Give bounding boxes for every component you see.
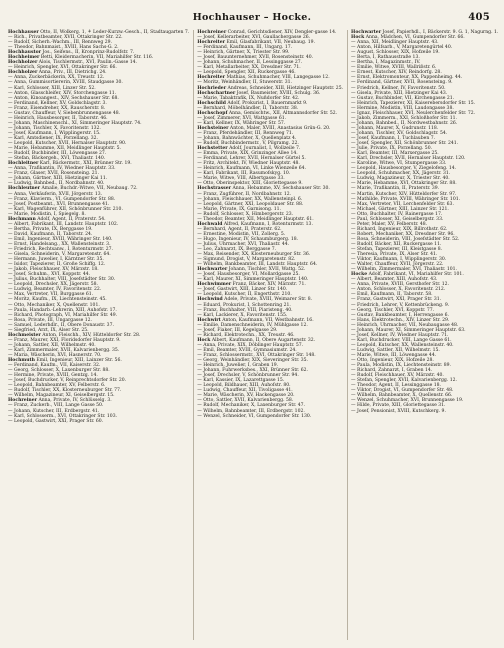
entry-details: — Johann, Tischler, XV, Goldschlagstr. 54. bbox=[351, 130, 448, 136]
entry-surname: Hochreiter bbox=[197, 75, 226, 81]
entry-details: Adolf, Fabrikant, VI, Mariahilfer Str. 101. bbox=[367, 272, 464, 278]
entry-details: — Josef, Hausbesorger, VI, Mollardgasse 25. bbox=[197, 272, 300, 278]
entry-details: Jos., Seifens., II, Kronprinz-Rudolfstr. 7. bbox=[41, 50, 135, 56]
entry-details: — Stefan, Tapezierer, III, Kleistgasse 8. bbox=[351, 247, 443, 253]
entry-details: Anna, Gemischtw., XII, Altmannsdorfer Str. 52. bbox=[227, 110, 338, 116]
entry-details: — Anna, Private, XIX, Döblinger Hauptstr. 57. bbox=[197, 342, 304, 348]
entry-details: Alfred, Kaufmann, I, Rotenturmstr. 13. bbox=[222, 221, 313, 227]
entry-details: Josef, Papierhdl., I, Bäckerstr. 9. G. 1, Nagurng. 1. bbox=[381, 30, 499, 35]
entry-details: — Robert, Mechaniker, XX, Dresdner Str. 96. bbox=[351, 231, 455, 237]
entry-details: — Anton, Glasschleifer, XIV, Storchengasse 11. bbox=[8, 90, 117, 96]
entry-details: — Gustav, Buchbinder, VII, Kirchengasse 21. bbox=[351, 95, 455, 101]
entry-details: — Wenzel, Schuhmacher, XVI, Brunnengasse 19. bbox=[351, 398, 464, 404]
entry-details: — Friedrich, Rechtsanw., I, Rotenturmstr. 27. bbox=[8, 247, 113, 253]
entry-details: — Heinrich, Juwelier, I, Graben 19. bbox=[197, 363, 279, 369]
entry-surname: Hochstetter bbox=[197, 146, 228, 152]
entry-details: — Stefan, Spengler, XVII, Kalvarienbergg. 12. bbox=[351, 378, 457, 384]
entry-details: — Josef, Pensionist, XVIII, Kutschkerg. 9. bbox=[351, 408, 446, 414]
entry-details: — Julie, Private, IX, Porzellang. 50. bbox=[351, 146, 433, 152]
entry-details: — Gustav, Bankbeamter, I, Herrengasse 6. bbox=[351, 312, 449, 318]
entry-surname: Hochmeister bbox=[8, 332, 41, 338]
entry-details: — Franz, Gastwirt, XXI, Prager Str. 31. bbox=[351, 297, 442, 303]
entry-details: — Franz, Maurer, XXI, Floridsdorfer Hauptstr. 9. bbox=[8, 337, 121, 343]
entry-details: — Leopold, Bahnbeamter, XV, Felberstr. 6. bbox=[8, 383, 106, 389]
entry-details: — Josef, Bauunternehmer, XVII, Rosensteinstr. 40. bbox=[197, 55, 314, 61]
entry-details: — Rudolf, Buchbindermstr., V, Pilgramg. 22. bbox=[197, 141, 299, 147]
entry-surname: Hochschild bbox=[197, 100, 226, 106]
entry-details: — Leopold, Gärtner, XXI, Leopoldauer Str. 88. bbox=[197, 201, 304, 207]
entry-details: — Theresia, Private, IX, Alser Str. 41. bbox=[351, 252, 438, 258]
entry-details: Emil, Glasfabrikant, VII, Neubaug. 19. bbox=[225, 40, 316, 46]
entry-details: — Theodor, Agent, II, Lessinggasse 18. bbox=[351, 383, 441, 389]
entry-details: — Karl, Metallarbeiter, XX, Dresdner Str. 71. bbox=[197, 65, 301, 71]
entry-details: — Gustav, Chauffeur, V, Siebenbrunnengasse 48. bbox=[8, 110, 121, 116]
entry-details: — Maria, Wäscherin, XVI, Hasnerstr. 70. bbox=[8, 353, 102, 358]
entry-details: — Emilie, Damenschneiderin, IV, Mühlgasse 12. bbox=[197, 322, 308, 328]
entry-details: — Franz, Schlossermstr., XVI, Ottakringer Str. 148. bbox=[197, 353, 316, 358]
entry-surname: Hochwarter bbox=[351, 30, 382, 35]
entry-surname: Hochholzer bbox=[8, 70, 38, 76]
entry-details: — Rich., Privatbeamter, XVII, Ottakringer Str. 22. bbox=[8, 35, 123, 41]
entry-details: — Karl, Buchdrucker, VIII, Lange Gasse 61. bbox=[351, 337, 452, 343]
entry-surname: Hocke bbox=[351, 272, 368, 278]
entry-details: — Wilhelm, Bahnbeamter, X, Quellenstr. 66. bbox=[351, 393, 453, 399]
entry-details: — Marie, Witwe, III, Löwengasse 44. bbox=[351, 353, 437, 358]
entry-details: — Josef, Kellner, IV, Wiedner Hauptstr. 71. bbox=[351, 332, 449, 338]
entry-details: — Viktor, Kaufmann, I, Wipplingerstr. 30. bbox=[351, 257, 447, 263]
entry-details: — Siegfried, Arzt, IX, Alser Str. 25. bbox=[8, 327, 89, 333]
entry-details: — Karl, Schlosser, XIII, Linzer Str. 52. bbox=[8, 85, 96, 91]
entry-details: — Johann, Schuhmacher, II, Lessinggasse 27. bbox=[197, 60, 303, 66]
entry-details: — Leopold, Kutscher, II, Engerthstr. 210. bbox=[197, 292, 292, 298]
entry-details: — Johann, Tischler, X, Favoritenstr. 132. bbox=[8, 125, 101, 131]
entry-details: — Johann, Gärtner, XIII, Hietzinger Kai 11. bbox=[8, 176, 108, 182]
directory-columns bbox=[8, 30, 499, 640]
entry-details: — Leopold, Kutscher, XVII, Hernalser Hauptstr. 90. bbox=[8, 141, 127, 147]
entry-details: — Hermine, Modistin, VIII, Laudongasse 38. bbox=[351, 105, 454, 111]
entry-details: — Sigmund, Drogist, V, Margaretenstr. 82. bbox=[197, 257, 296, 263]
entry-details: Anton, Fleischh., XIV, Hütteldorfer Str. 28. bbox=[40, 332, 141, 338]
entry-details: — Bertha, Private, IX, Berggasse 19. bbox=[8, 226, 93, 232]
entry-details: — Max, Vertreter, VII, Lerchenfelder Str. 63. bbox=[351, 201, 454, 207]
entry-details: — Bernhard, Agent, II, Praterstr. 62. bbox=[197, 226, 282, 232]
entry-details: — Max, Vertreter, VII, Burggasse 61. bbox=[8, 292, 94, 298]
entry-details: — Franz, Buchhalter, VIII, Piaristeng. 40. bbox=[197, 307, 293, 313]
entry-details: — August, Schlosser, XIX, Hofzeile 19. bbox=[351, 50, 440, 56]
entry-surname: Hock bbox=[351, 35, 365, 41]
entry-surname: Hochreiter bbox=[197, 40, 226, 46]
entry-details: — Otto, Oberinspektor, XIII, Gloriettegasse 9. bbox=[197, 181, 303, 187]
entry-details: — Franz, Zugführer, II, Nordbahnstr. 12. bbox=[197, 191, 292, 197]
entry-details: Adolf, Prokurist, I, Bauernmarkt 9. bbox=[225, 100, 308, 106]
entry-details: — Ignaz, Fleischhauer, XVI, Neulerchenfelder Str. 72. bbox=[351, 110, 476, 116]
entry-details: — Karl, Kassier, IX, Lazarettgasse 15. bbox=[197, 378, 285, 384]
entry-details: — Otto, Ingenieur, XIX, Hofzeile 28. bbox=[351, 358, 434, 364]
entry-details: — Karl, Amtsdiener, IX, Porzellang. 32. bbox=[8, 135, 98, 141]
entry-details: — Marie, Witwe, VIII, Albertgasse 33. bbox=[197, 176, 285, 182]
entry-details: — Ferdinand, Kaufmann, III, Ungarg. 17. bbox=[197, 45, 293, 51]
entry-details: — Johann, Bahnwächter, X, Quellenplatz 4. bbox=[197, 135, 297, 141]
entry-surname: Hock bbox=[197, 337, 211, 343]
entry-details: — Rudolf, Tischler, XX, Klosterneuburger Str. 77. bbox=[8, 388, 122, 394]
directory-entry bbox=[351, 409, 498, 414]
entry-details: — Emil, Ingenieur, XVIII, Währinger Str. 140. bbox=[8, 236, 113, 242]
entry-details: Anton, Kaufmann, VII, Westbahnstr. 16. bbox=[220, 317, 314, 323]
entry-details: — Franz, Glaser, XVII, Rosensteing. 21. bbox=[8, 171, 100, 177]
entry-details: — Ludwig, Bahnbed., II, Nordbahnstr. 40. bbox=[8, 181, 105, 187]
entry-surname: Hochmuth bbox=[8, 358, 35, 364]
entry-details: — Heinrich, Hausbesorger, II, Taborstr. 46. bbox=[8, 115, 108, 121]
entry-details: — Josef, Zimmerer, XVI, Wattgasse 61. bbox=[197, 115, 287, 121]
entry-details: — Rudolf, Sicherh.-Wachm., III, Rennweg 29. bbox=[8, 40, 112, 46]
entry-details: — Anna, XII, Meidlinger Hauptstr. 43. bbox=[351, 40, 439, 46]
entry-surname: Hochwirt bbox=[197, 317, 221, 323]
entry-details: — Michael, Gärtner, XIII, Lainzer Str. 121. bbox=[351, 206, 449, 212]
entry-details: — Anna, Trafikantin, IV, Wiedner Hauptstr. 33. bbox=[8, 166, 116, 172]
entry-details: — Marie, Private, IX, Garnisong. 11. bbox=[197, 206, 282, 212]
entry-details: Betti, Kleidermacherin, VII, Mariahilfer Str. 116. bbox=[39, 55, 154, 61]
entry-details: — Rudolf, Fleischhauer, XV, Märzstr. 40. bbox=[351, 373, 444, 379]
entry-details: — Ernest, Kutscher, XIV, Reindorfg. 28. bbox=[351, 70, 442, 76]
entry-details: — Ferdinand, Kellner, XV, Goldschlagstr. 3. bbox=[8, 100, 107, 106]
entry-details: — Wilhelm, Bahnbeamter, III, Erdbergstr. 102. bbox=[197, 408, 305, 414]
entry-details: — Heinrich, Spengler, XVI, Ottakringer Str. 66. bbox=[8, 65, 117, 71]
entry-details: — Hilde, Private, XIII, Gloriettegasse 31. bbox=[351, 403, 446, 409]
entry-details: — Josef, Kaufmann, I, Tuchlauben 7. bbox=[351, 135, 436, 141]
entry-details: — Walter, Chauffeur, XVII, Jörgerstr. 22. bbox=[351, 262, 444, 268]
entry-details: — Otto, Buchhalter, IV, Rainergasse 17. bbox=[351, 211, 443, 217]
entry-details: Amalie, Buchdr.-Witwe, VII, Neubaug. 72. bbox=[40, 186, 138, 192]
entry-details: — Josef, Drechsler, V, Schönbrunner Str. 94. bbox=[197, 373, 299, 379]
entry-details: — Leopold, Drechsler, XX, Jägerstr. 58. bbox=[8, 282, 99, 288]
entry-surname: Hochheimer bbox=[8, 55, 40, 61]
entry-details: — Gisela, Schneiderin, V, Margaretenstr. 64. bbox=[8, 252, 111, 258]
entry-details: — Johann, Maschinenschl., XI, Simmeringer Hauptstr. 74. bbox=[8, 120, 142, 126]
entry-details: — Karoline, Witwe, VI, Stumpergasse 33. bbox=[351, 161, 447, 167]
entry-details: — Ludwig, Beamter, IV, Favoritenstr. 22. bbox=[8, 287, 102, 293]
entry-details: — Ferdinand, Lehrer, XVII, Hernalser Gürtel 5. bbox=[197, 156, 306, 162]
entry-details: — Karl, Wagenführer, XII, Schönbrunner Str. 210. bbox=[8, 206, 123, 212]
entry-details: Andreas, Schneider, XIII, Hietzinger Hauptstr. 25. bbox=[226, 85, 344, 91]
directory-entry bbox=[197, 414, 343, 419]
entry-details: — Ernst, Handelsang., XX, Wallensteinstr. 3. bbox=[8, 241, 111, 247]
entry-details: — Friedrich, Lehrer, V, Kettenbrückeng. 9. bbox=[351, 302, 450, 308]
entry-details: — Karl, Lackierer, X, Favoritenstr. 155. bbox=[197, 312, 288, 318]
entry-surname: Hochmann bbox=[8, 216, 36, 222]
entry-details: Franz, Bäcker, XIV, Märzstr. 71. bbox=[231, 282, 306, 288]
entry-details: — Eduard, Prokurist, I, Schottenring 21. bbox=[197, 302, 291, 308]
entry-details: — Anna, Zuckerbäckerin, XX, Treustr. 12. bbox=[8, 75, 105, 81]
entry-details: — Leopold, Spengler, XII, Ruckergasse 46. bbox=[197, 70, 296, 76]
entry-details: — Ludwig, Sattler, XII, Wilhelmstr. 15. bbox=[351, 347, 440, 353]
entry-details: — Paula, Modistin, IX, Liechtensteinstr. 89. bbox=[351, 363, 451, 369]
entry-details: — Rosa, Private, III, Ungargasse 12. bbox=[8, 317, 92, 323]
entry-details: — Anton, Hilfsarb., V, Margaretengürtel 40. bbox=[351, 45, 453, 51]
entry-surname: Hochstrasser bbox=[197, 186, 232, 192]
entry-details: Albert, Kaufmann, II, Obere Augartenstr. 32. bbox=[210, 337, 316, 343]
entry-details: Josef, Baumeister, XVIII, Schulg. 36. bbox=[235, 90, 321, 96]
entry-surname: Hochreiner bbox=[197, 30, 227, 35]
entry-details: — Marie, Trafikantin, II, Praterstr. 39. bbox=[351, 186, 440, 192]
entry-details: — Karl, Schlosserm., XVI, Ottakringer Str. 103. bbox=[8, 413, 118, 419]
entry-details: — Johann, Fleischhauer, XX, Wallensteinpl. 6. bbox=[197, 196, 303, 202]
entry-surname: Hochhauser bbox=[8, 30, 39, 35]
entry-details: — Ludwig, Chauffeur, XII, Tivoligasse 41. bbox=[197, 388, 293, 394]
entry-details: — Julius, Uhrmacher, XVI, Thaliastr. 44. bbox=[197, 241, 290, 247]
entry-details: Anna, Priv., III, Dietrichg. 24. bbox=[37, 70, 107, 76]
entry-details: — Wilhelm, Magazineur, XI, Geiselbergstr. 15. bbox=[8, 393, 115, 399]
entry-details: — Rosa, Schneiderin, VIII, Josefstädter Str. 52. bbox=[351, 236, 460, 242]
entry-details: — Hermine, Private, XVIII, Gentzg. 14. bbox=[8, 373, 98, 379]
running-head: Hochhauser – Hocke. bbox=[192, 12, 312, 23]
entry-details: — Josef, Kaufmann, I, Wipplingerstr. 15. bbox=[8, 130, 101, 136]
entry-details: — Peter, Maler, XV, Felberstr. 48. bbox=[351, 221, 428, 227]
entry-details: — Marie, Tabaktrafik, IX, Nußdorfer Str. 42. bbox=[197, 95, 300, 101]
entry-surname: Hochschopf bbox=[197, 110, 228, 116]
entry-details: — Friedrich, Kellner, IV, Favoritenstr. 50. bbox=[351, 85, 446, 91]
entry-details: — Rudolf, Buchbinder, III, Löwengasse 27. bbox=[8, 151, 107, 157]
entry-details: — Richard, Zahnarzt, I, Graben 14. bbox=[351, 368, 433, 374]
entry-details: — Anton, Kinoangest., XIV, Sechshauser Str. 68. bbox=[8, 95, 119, 101]
entry-details: — Georg, Schlosser, X, Laxenburger Str. 88. bbox=[8, 368, 110, 374]
entry-details: — Leo, Zahnarzt, IX, Berggasse 7. bbox=[197, 247, 277, 253]
entry-details: — Bernhard, Möbelhändler, II, Taborstr. 38. bbox=[197, 105, 299, 111]
entry-details: Adolf, Agent, II, Praterstr. 54. bbox=[35, 216, 106, 222]
entry-details: — Moritz, Kaufm., IX, Liechtensteinstr. 45. bbox=[8, 297, 107, 303]
entry-details: — Emil, Kaufmann, II, Taborstr. 58. bbox=[351, 292, 433, 298]
entry-details: — Karl, Kellner, IX, Währinger Str. 57. bbox=[197, 120, 286, 126]
entry-details: — Wilhelm, Zimmermaler, XVI, Thaliastr. 101. bbox=[351, 267, 457, 273]
entry-surname: Hochwimmer bbox=[197, 282, 232, 288]
entry-details: — Leopold, Gastwirt, XXI, Prager Str. 60. bbox=[8, 418, 104, 424]
entry-details: — Hugo, Ingenieur, IV, Schaumburgerg. 18. bbox=[197, 236, 299, 242]
entry-surname: Hochschartner bbox=[197, 90, 236, 96]
entry-details: — Isidor, Tapezierer, II, Große Schiffg. 12. bbox=[8, 262, 106, 268]
entry-details: — Jakob, Fleischhauer, XV, Märzstr. 18. bbox=[8, 267, 99, 273]
entry-details: — Gisela, Private, XIII, Hietzinger Kai 43. bbox=[351, 90, 448, 96]
entry-details: — Jakob, Zimmerm., XXI, Schloßhofer Str. 11. bbox=[351, 115, 457, 121]
entry-details: — Fritz, Architekt, IV, Wiedner Hauptstr. 48. bbox=[197, 161, 300, 167]
entry-surname: Hochholzer bbox=[8, 60, 38, 66]
entry-details: Karl, Bäckermstr., XXI, Brünner Str. 19. bbox=[38, 161, 132, 167]
column-3 bbox=[347, 30, 498, 640]
entry-details: Alois, Tischlermstr., XVI, Paulin.-Gasse 14. bbox=[37, 60, 137, 66]
entry-surname: Hochsteiner bbox=[197, 125, 229, 131]
entry-details: — Heinrich, Kaufmann, VI, Linke Wienzeile 64. bbox=[197, 166, 307, 172]
entry-details: Anna, Mädchen, VI, Gumpendorfer Str. 66. bbox=[364, 35, 465, 41]
entry-details: — Karl, Fabrikant, III, Rasumofskyg. 10. bbox=[197, 171, 291, 177]
entry-details: — Josef, Kellerarbeiter, XVI, Gaullachergasse 26. bbox=[197, 35, 311, 41]
entry-details: — Johann, Maurer, XI, Simmeringer Hauptstr. 63. bbox=[351, 327, 466, 333]
entry-surname: Hochleitner bbox=[8, 161, 39, 167]
entry-surname: Hochwald bbox=[197, 221, 223, 227]
entry-details: — Marie, Modistin, I, Spiegelg. 8. bbox=[8, 211, 86, 217]
entry-details: — Berta, I, Rathausstraße 13. bbox=[351, 55, 420, 61]
entry-details: — Leopold, Hausbesorger, V, Ziegelofeng. 14. bbox=[351, 166, 457, 172]
entry-details: — Theodor, Bahnmaist., XVIII, Hans Sachs-G. 2. bbox=[8, 45, 119, 51]
entry-details: — Heinrich, Gärtner, X, Triester Str. 99. bbox=[197, 50, 290, 56]
entry-details: — Leopold, Kutscher, XX, Wallensteinstr. 40. bbox=[351, 342, 454, 348]
entry-details: — Karl, Beamter, III, Marxergasse 25. bbox=[351, 151, 439, 157]
column-1 bbox=[8, 30, 189, 640]
entry-details: — Franz, Pferdehändler, III, Rennweg 71. bbox=[197, 130, 294, 136]
entry-details: — Richard, Photograph, VI, Mariahilfer Str. 49. bbox=[8, 312, 118, 318]
entry-details: — Rudolf, Schlosser, X, Himbergerstr. 23. bbox=[197, 211, 294, 217]
entry-details: Johann, Tischler, XVII, Wattg. 52. bbox=[227, 267, 306, 273]
entry-details: — Ludwig, Magazineur, X, Triester Str. 40. bbox=[351, 176, 450, 182]
entry-details: — Franz, Eisendreher, XX, Rauscherstr. 8. bbox=[8, 105, 106, 111]
entry-surname: Hochhaustor bbox=[8, 50, 42, 56]
entry-details: — Rudolf, Bäcker, XII, Ruckergasse 11. bbox=[351, 241, 442, 247]
entry-details: — Richard, Elektrotechn., XX, Treustr. 46. bbox=[197, 332, 295, 338]
directory-entry bbox=[8, 419, 189, 424]
entry-details: — Marie, Hebamme, XII, Meidlinger Hauptstr. 5. bbox=[8, 146, 121, 152]
entry-details: — Mathilde, Private, XVIII, Währinger Str. 101. bbox=[351, 196, 461, 202]
entry-details: — Leopold, Schuhmacher, XX, Jägerstr. 31. bbox=[351, 171, 451, 177]
entry-surname: Hochwind bbox=[197, 297, 223, 303]
entry-details: — Anna, Verkäuferin, XVII, Jörgerstr. 13. bbox=[8, 191, 103, 197]
entry-details: — Johann, Maurer, X, Gudrunstr. 118. bbox=[351, 125, 439, 131]
entry-details: — Anna, Private, XVIII, Gersthofer Str. 12. bbox=[351, 282, 450, 288]
entry-details: — Emilie, Witwe, XVIII, Wallrißstr. 6. bbox=[351, 65, 437, 71]
entry-details: — Paul, Schlosser, XI, Geiselbergstr. 33. bbox=[351, 216, 444, 222]
entry-details: — Samuel, Lederhdlr., II, Obere Donaustr. 37. bbox=[8, 322, 114, 328]
entry-details: — Moritz, Weinhändler, II, Stuwerstr. 31. bbox=[197, 80, 292, 86]
entry-details: Anna, Hebamme, XV, Sechshauser Str. 30. bbox=[231, 186, 330, 192]
entry-details: — Josef, Postbeamt., XVI, Brunnengasse 41. bbox=[8, 201, 110, 207]
entry-details: — Ferdinand, Gärtner, XVII, Rosensteing. 9. bbox=[351, 80, 453, 86]
entry-details: — Josef, Spengler, XII, Schönbrunner Str. 241. bbox=[351, 141, 459, 147]
entry-details: — Max, Reisender, XX, Klosterneuburger Str. 36. bbox=[197, 252, 311, 258]
page-header bbox=[8, 12, 496, 28]
entry-details: — Richard, Ingenieur, XIX, Billrothstr. 62. bbox=[351, 226, 448, 232]
entry-details: — David, Kaufmann, II, Taborstr. 24. bbox=[8, 231, 93, 237]
entry-surname: Hochleutner bbox=[8, 186, 41, 192]
entry-details: — Albert, Beamter, XIII, Auhofstr. 43. bbox=[351, 277, 438, 283]
entry-surname: Hochrieder bbox=[197, 85, 227, 91]
entry-details: Emil, Ingenieur, XIII, Lainzer Str. 56. bbox=[34, 358, 122, 364]
entry-details: — Martin, Kutscher, XIV, Hütteldorfer Str. 97. bbox=[351, 191, 457, 197]
entry-details: — Josef, Buchdrucker, V, Reinprechtsdorfer Str. 20. bbox=[8, 378, 127, 384]
entry-details: — Johann, Fuhrwerksbes., XXI, Brünner Str. 62. bbox=[197, 368, 308, 374]
entry-details: — Ernst, Elektromonteur, XX, Pappenheimg. 44. bbox=[351, 75, 463, 81]
entry-details: Otto, II, Wolkerg. 1, ⚘ Leder-Kurzw.-Gesch., II, Stadtaugarten 7. bbox=[38, 30, 190, 35]
entry-details: Adele, Private, XVIII, Weimarer Str. 8. bbox=[222, 297, 313, 303]
entry-details: — Paula, Handarb.-Lehrerin, XIII, Auhofstr. 17. bbox=[8, 307, 117, 313]
entry-details: Anton, Maler, XVIII, Anastasius Grün-G. 20. bbox=[228, 125, 331, 131]
entry-details: — Emil, Beamter, XVIII, Gymnasiumstr. 24. bbox=[197, 347, 297, 353]
column-2 bbox=[193, 30, 343, 640]
entry-details: — Hermann, Juwelier, I, Kärntner Str. 35. bbox=[8, 257, 104, 263]
entry-details: — Theodor, Beamter, XII, Meidlinger Hauptstr. 61. bbox=[197, 216, 314, 222]
entry-details: Adolf, Journalist, I, Wollzeile 7. bbox=[227, 146, 301, 152]
entry-details: Conrad, Gerichtsdiener, XIV, Dengler-gasse 14. bbox=[226, 30, 337, 35]
entry-details: — Karl, Maurer, XI, Simmeringer Hauptstr. 140. bbox=[197, 277, 309, 283]
entry-details: — Wilhelm, Bankbeamter, III, Landstr. Hauptstr. 64. bbox=[197, 262, 318, 268]
entry-details: — Ernestine, Modistin, VII, Zollerg. 5. bbox=[197, 231, 286, 237]
entry-details: — Franz, Klavierm., VI, Gumpendorfer Str. 88. bbox=[8, 196, 116, 202]
entry-details: — Karl, Drechsler, XVII, Hernalser Hauptstr. 120. bbox=[351, 156, 466, 162]
entry-details: — Emma, Private, XIX, Grinzinger Allee 14. bbox=[197, 151, 298, 157]
page-number: 405 bbox=[468, 12, 490, 23]
entry-surname: Hochreiner bbox=[8, 398, 38, 404]
entry-details: — Georg, Tischler, XVI, Koppstr. 77. bbox=[351, 307, 435, 313]
entry-details: — Wenzel, Schneider, VI, Gumpendorfer Str. 130. bbox=[197, 413, 312, 419]
entry-details: — Hans, Elektrotechn., XIV, Linzer Str. 29. bbox=[351, 317, 450, 323]
entry-details: — Heinrich, Tapezierer, XI, Kaiserebersdorfer Str. 15. bbox=[351, 100, 476, 106]
entry-details: — Anton, Schlosser, X, Favoritenstr. 212. bbox=[351, 287, 446, 293]
entry-details: — Marie, Hebamme, XVI, Ottakringer Str. 88. bbox=[351, 181, 457, 187]
entry-details: — Albert, Fabrikant, III, Landstr. Hauptstr. 102. bbox=[8, 221, 119, 227]
entry-surname: Hochwarter bbox=[197, 267, 228, 273]
entry-details: — Julius, Buchhalter, VIII, Josefstädter Str. 30. bbox=[8, 277, 116, 283]
entry-details: Mathias, Schuhmacher, VIII, Langegasse 12. bbox=[225, 75, 330, 81]
entry-details: — Ferdinand, Kaufm., VII, Kaiserstr. 32. bbox=[8, 363, 101, 369]
entry-details: — Viktor, Drogist, VI, Gumpendorfer Str. 48. bbox=[351, 388, 454, 394]
entry-details: — Marie, Wäscherin, XV, Hackengasse 20. bbox=[197, 393, 295, 399]
entry-details: Anna, Private, IV, Schlüsselg. 3. bbox=[37, 398, 112, 404]
entry-details: — Josef, Fiaker, III, Kegelgasse 29. bbox=[197, 327, 278, 333]
entry-details: — Anna, Gummisortiererin, XVIII, Staudgasse 30. bbox=[8, 80, 123, 86]
entry-details: — Rudolf, Mechaniker, X, Laxenburger Str. 47. bbox=[197, 403, 305, 409]
entry-details: — Josef, Gastwirt, XIII, Linzer Str. 140. bbox=[197, 287, 288, 293]
entry-details: — Georg, Weinhändler, XIX, Sieveringer Str. 35. bbox=[197, 358, 308, 364]
entry-details: — Johann, Bahnbed., II, Nordwestbahnstr. 26. bbox=[351, 120, 458, 126]
entry-details: — Otto, Mechaniker, X, Quellenstr. 101. bbox=[8, 302, 100, 308]
entry-details: — Franz, Zuckerb., VIII, Lange Gasse 50. bbox=[8, 403, 104, 409]
entry-details: — Heinrich, Uhrmacher, VII, Neubaugasse 48. bbox=[351, 322, 459, 328]
entry-details: — Stefan, Bäckergeh., XVI, Thaliastr. 140. bbox=[8, 156, 106, 162]
entry-details: — Bertha, I, Magazinmstr., IV. bbox=[351, 60, 421, 66]
entry-details: — Leopold, Bildhauer, XIII, Auhofstr. 80. bbox=[197, 383, 291, 389]
entry-details: — Karl, Zimmermaler, XVII, Kalvarienbergg. 35. bbox=[8, 347, 120, 353]
entry-details: — Johann, Sattler, XII, Wilhelmstr. 40. bbox=[8, 342, 96, 348]
entry-details: — Josef, Schuhm., XVI, Koppstr. 44. bbox=[8, 272, 91, 278]
entry-details: — Otto, Sattler, XVII, Kalvarienbergg. 58. bbox=[197, 398, 294, 404]
entry-details: — Johann, Kutscher, III, Erdbergstr. 41. bbox=[8, 408, 100, 414]
